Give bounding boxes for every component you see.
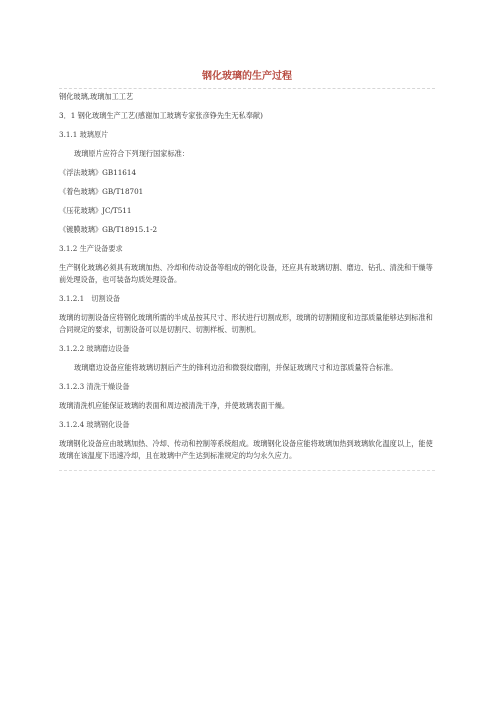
standard-item: 《压花玻璃》JC/T511 — [59, 206, 132, 215]
standard-item: 《浮法玻璃》GB11614 — [59, 168, 137, 177]
title-divider — [59, 88, 435, 89]
section-title: 3．1 钢化玻璃生产工艺(感谢加工玻璃专家张彦铮先生无私奉献) — [59, 111, 263, 120]
heading-3-1-2-1: 3.1.2.1 切割设备 — [59, 294, 121, 303]
heading-3-1-2-4: 3.1.2.4 玻璃钢化设备 — [59, 420, 130, 429]
page-title: 钢化玻璃的生产过程 — [202, 71, 292, 82]
paragraph-3-1-2: 生产钢化玻璃必须具有玻璃加热、冷却和传动设备等组成的钢化设备，还应具有玻璃切割、磨边、钻孔、清洗和干燥等前处理设备，也可装备均质处理设备。 — [59, 263, 433, 284]
paragraph-3-1-2-3: 玻璃清洗机应能保证玻璃的表面和周边被清洗干净，并使玻璃表面干燥。 — [59, 401, 290, 410]
paragraph-3-1-2-2: 玻璃磨边设备应能将玻璃切割后产生的锋利边沿和微裂纹磨削，并保证玻璃尺寸和边部质量符合标准。 — [74, 363, 398, 372]
standards-intro: 玻璃原片应符合下列现行国家标准： — [74, 149, 190, 158]
bottom-divider — [59, 470, 435, 471]
paragraph-3-1-2-1: 玻璃的切割设备应将钢化玻璃所需的半成品按其尺寸、形状进行切割成形，玻璃的切割精度和边部质量能够达到标准和合同规定的要求，切割设备可以是切割尺、切割样板、切割机。 — [59, 313, 433, 334]
standard-item: 《着色玻璃》GB/T18701 — [59, 187, 144, 196]
heading-3-1-2-2: 3.1.2.2 玻璃磨边设备 — [59, 344, 130, 353]
document-body — [59, 60, 435, 471]
paragraph-3-1-2-4: 玻璃钢化设备应由玻璃加热、冷却、传动和控制等系统组成。玻璃钢化设备应能将玻璃加热到玻璃软化温度以上，能使玻璃在该温度下迅速冷却，且在玻璃中产生达到标准规定的均匀永久应力。 — [59, 439, 433, 460]
heading-3-1-1: 3.1.1 玻璃原片 — [59, 130, 109, 139]
heading-3-1-2: 3.1.2 生产设备要求 — [59, 244, 123, 253]
tag-line: 钢化玻璃,玻璃加工工艺 — [59, 92, 134, 101]
standard-item: 《镀膜玻璃》GB/T18915.1-2 — [59, 225, 158, 234]
heading-3-1-2-3: 3.1.2.3 清洗干燥设备 — [59, 382, 130, 391]
